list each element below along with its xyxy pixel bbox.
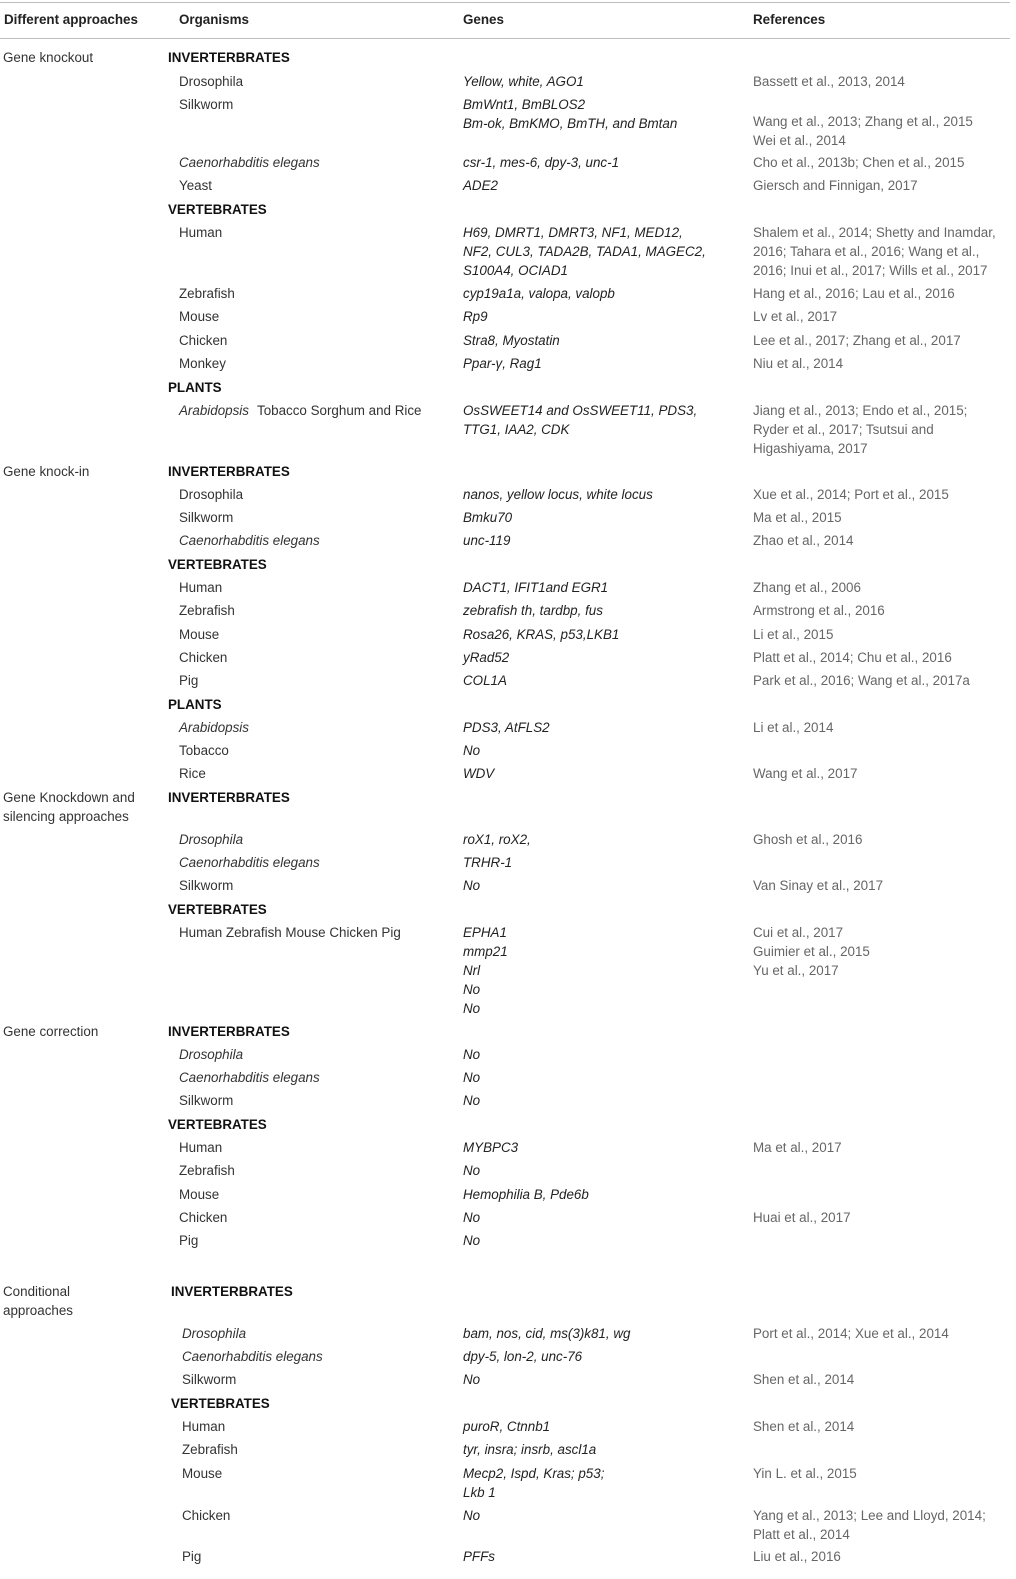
reference-text: Cho et al., 2013b; Chen et al., 2015 — [753, 155, 965, 170]
organism-name: Caenorhabditis elegans — [179, 155, 320, 170]
organism-name: Drosophila — [179, 487, 244, 502]
header-organisms: Organisms — [179, 12, 249, 27]
organism-name: Drosophila — [179, 1047, 244, 1062]
reference-text: Bassett et al., 2013, 2014 — [753, 74, 905, 89]
organism-name: Silkworm — [179, 510, 234, 525]
approach-label: Gene knockout — [3, 50, 94, 65]
reference-text: Yang et al., 2013; Lee and Lloyd, 2014; — [753, 1508, 986, 1523]
organism-name: Silkworm — [179, 97, 234, 112]
organism-group-label: VERTEBRATES — [171, 1396, 270, 1411]
gene-list: Yellow, white, AGO1 — [463, 74, 584, 89]
reference-text: Shen et al., 2014 — [753, 1419, 855, 1434]
reference-text: Ryder et al., 2017; Tsutsui and — [753, 422, 934, 437]
organism-name: Drosophila — [182, 1326, 247, 1341]
header-rule — [0, 38, 1010, 39]
gene-list: dpy-5, lon-2, unc-76 — [463, 1349, 583, 1364]
organism-name: Chicken — [179, 333, 228, 348]
reference-text: Ma et al., 2017 — [753, 1140, 842, 1155]
organism-group-label: VERTEBRATES — [168, 557, 267, 572]
reference-text: Platt et al., 2014; Chu et al., 2016 — [753, 650, 952, 665]
gene-list: No — [463, 1070, 481, 1085]
reference-text: Lv et al., 2017 — [753, 309, 838, 324]
approach-label: Gene knock-in — [3, 464, 90, 479]
organism-name: Pig — [179, 1233, 199, 1248]
gene-list: WDV — [463, 766, 495, 781]
organism-name: Arabidopsis — [179, 403, 249, 418]
gene-list: Bmku70 — [463, 510, 513, 525]
gene-list: nanos, yellow locus, white locus — [463, 487, 653, 502]
reference-text: Jiang et al., 2013; Endo et al., 2015; — [753, 403, 968, 418]
gene-list: No — [463, 743, 481, 758]
organism-group-label: VERTEBRATES — [168, 202, 267, 217]
reference-text: Higashiyama, 2017 — [753, 441, 868, 456]
organism-group-label: PLANTS — [168, 380, 222, 395]
gene-list: H69, DMRT1, DMRT3, NF1, MED12, — [463, 225, 683, 240]
reference-text: Zhang et al., 2006 — [753, 580, 861, 595]
header-genes: Genes — [463, 12, 504, 27]
reference-text: Lee et al., 2017; Zhang et al., 2017 — [753, 333, 961, 348]
organism-group-label: INVERTERBRATES — [168, 464, 290, 479]
header-approaches: Different approaches — [4, 12, 138, 27]
gene-list: Stra8, Myostatin — [463, 333, 560, 348]
gene-list: DACT1, IFIT1and EGR1 — [463, 580, 609, 595]
reference-text: Platt et al., 2014 — [753, 1527, 850, 1542]
reference-text: Li et al., 2014 — [753, 720, 834, 735]
organism-name: Zebrafish — [182, 1442, 238, 1457]
gene-list: NF2, CUL3, TADA2B, TADA1, MAGEC2, — [463, 244, 706, 259]
reference-text: Shalem et al., 2014; Shetty and Inamdar, — [753, 225, 996, 240]
reference-text: Hang et al., 2016; Lau et al., 2016 — [753, 286, 955, 301]
gene-list: Hemophilia B, Pde6b — [463, 1187, 589, 1202]
gene-list: puroR, Ctnnb1 — [463, 1419, 551, 1434]
organism-name: Mouse — [179, 309, 220, 324]
gene-list: Rp9 — [463, 309, 488, 324]
organism-name: Human Zebrafish Mouse Chicken Pig — [179, 925, 401, 940]
gene-list: OsSWEET14 and OsSWEET11, PDS3, — [463, 403, 698, 418]
organism-name: Yeast — [179, 178, 213, 193]
reference-text: Ghosh et al., 2016 — [753, 832, 863, 847]
gene-list: No — [463, 878, 481, 893]
organism-name: Caenorhabditis elegans — [182, 1349, 323, 1364]
gene-list: S100A4, OCIAD1 — [463, 263, 568, 278]
gene-list: tyr, insra; insrb, ascl1a — [463, 1442, 597, 1457]
reference-text: Armstrong et al., 2016 — [753, 603, 885, 618]
reference-text: Shen et al., 2014 — [753, 1372, 855, 1387]
reference-text: Huai et al., 2017 — [753, 1210, 851, 1225]
gene-list: No — [463, 1372, 481, 1387]
gene-list: cyp19a1a, valopa, valopb — [463, 286, 615, 301]
reference-text: Yu et al., 2017 — [753, 963, 839, 978]
organism-name: Silkworm — [179, 1093, 234, 1108]
gene-list: No — [463, 982, 481, 997]
reference-text: Giersch and Finnigan, 2017 — [753, 178, 918, 193]
approach-label: Gene correction — [3, 1024, 99, 1039]
gene-list: No — [463, 1047, 481, 1062]
organism-name: Zebrafish — [179, 603, 235, 618]
organism-name: Pig — [182, 1549, 202, 1564]
organism-name: Zebrafish — [179, 286, 235, 301]
organism-name: Arabidopsis — [179, 720, 249, 735]
gene-list: PFFs — [463, 1549, 495, 1564]
organism-name: Drosophila — [179, 74, 244, 89]
reference-text: Cui et al., 2017 — [753, 925, 844, 940]
gene-list: No — [463, 1001, 481, 1016]
gene-list: TTG1, IAA2, CDK — [463, 422, 570, 437]
reference-text: Zhao et al., 2014 — [753, 533, 854, 548]
organism-name: Tobacco — [179, 743, 229, 758]
reference-text: 2016; Tahara et al., 2016; Wang et al., — [753, 244, 980, 259]
gene-list: mmp21 — [463, 944, 508, 959]
organism-name: Silkworm — [179, 878, 234, 893]
reference-text: Li et al., 2015 — [753, 627, 834, 642]
organism-group-label: INVERTERBRATES — [171, 1284, 293, 1299]
gene-list: COL1A — [463, 673, 507, 688]
gene-list: TRHR-1 — [463, 855, 513, 870]
gene-list: No — [463, 1508, 481, 1523]
reference-text: Yin L. et al., 2015 — [753, 1466, 857, 1481]
organism-name: Zebrafish — [179, 1163, 235, 1178]
reference-text: Xue et al., 2014; Port et al., 2015 — [753, 487, 949, 502]
gene-list: Ppar-γ, Rag1 — [463, 356, 542, 371]
organism-name: Rice — [179, 766, 206, 781]
gene-list: ADE2 — [463, 178, 498, 193]
reference-text: Niu et al., 2014 — [753, 356, 844, 371]
organism-group-label: VERTEBRATES — [168, 1117, 267, 1132]
organism-name: Mouse — [179, 1187, 220, 1202]
gene-list: No — [463, 1163, 481, 1178]
gene-list: yRad52 — [463, 650, 510, 665]
gene-list: BmWnt1, BmBLOS2 — [463, 97, 586, 112]
gene-list: EPHA1 — [463, 925, 507, 940]
table-top-rule — [0, 2, 1010, 3]
organism-name: Human — [179, 580, 223, 595]
gene-list: PDS3, AtFLS2 — [463, 720, 550, 735]
gene-list: No — [463, 1093, 481, 1108]
organism-name: Chicken — [179, 1210, 228, 1225]
reference-text: Park et al., 2016; Wang et al., 2017a — [753, 673, 970, 688]
gene-list: zebrafish th, tardbp, fus — [463, 603, 603, 618]
reference-text: Liu et al., 2016 — [753, 1549, 841, 1564]
gene-list: Rosa26, KRAS, p53,LKB1 — [463, 627, 620, 642]
reference-text: Wang et al., 2013; Zhang et al., 2015 — [753, 114, 973, 129]
organism-name: Pig — [179, 673, 199, 688]
organism-name: Caenorhabditis elegans — [179, 1070, 320, 1085]
reference-text: Guimier et al., 2015 — [753, 944, 870, 959]
gene-list: Mecp2, Ispd, Kras; p53; — [463, 1466, 605, 1481]
organism-name: Caenorhabditis elegans — [179, 533, 320, 548]
gene-list: unc-119 — [463, 533, 511, 548]
approach-label: Conditional — [3, 1284, 70, 1299]
reference-text: Port et al., 2014; Xue et al., 2014 — [753, 1326, 949, 1341]
reference-text: Van Sinay et al., 2017 — [753, 878, 884, 893]
organism-group-label: VERTEBRATES — [168, 902, 267, 917]
gene-list: No — [463, 1233, 481, 1248]
organism-name: Silkworm — [182, 1372, 237, 1387]
organism-group-label: PLANTS — [168, 697, 222, 712]
reference-text: 2016; Inui et al., 2017; Wills et al., 2017 — [753, 263, 988, 278]
organism-name: Mouse — [179, 627, 220, 642]
gene-list: bam, nos, cid, ms(3)k81, wg — [463, 1326, 631, 1341]
organism-group-label: INVERTERBRATES — [168, 790, 290, 805]
gene-list: MYBPC3 — [463, 1140, 519, 1155]
organism-name: Chicken — [179, 650, 228, 665]
organism-name: Human — [182, 1419, 226, 1434]
gene-list: No — [463, 1210, 481, 1225]
header-references: References — [753, 12, 826, 27]
organism-name: Drosophila — [179, 832, 244, 847]
organism-group-label: INVERTERBRATES — [168, 50, 290, 65]
organism-name: Human — [179, 225, 223, 240]
gene-list: Nrl — [463, 963, 481, 978]
gene-list: Lkb 1 — [463, 1485, 496, 1500]
gene-list: csr-1, mes-6, dpy-3, unc-1 — [463, 155, 620, 170]
approach-label: silencing approaches — [3, 809, 129, 824]
reference-text: Ma et al., 2015 — [753, 510, 842, 525]
reference-text: Wei et al., 2014 — [753, 133, 846, 148]
organism-name: Tobacco Sorghum and Rice — [257, 403, 422, 418]
organism-name: Human — [179, 1140, 223, 1155]
reference-text: Wang et al., 2017 — [753, 766, 858, 781]
approach-label: Gene Knockdown and — [3, 790, 135, 805]
organism-group-label: INVERTERBRATES — [168, 1024, 290, 1039]
gene-list: roX1, roX2, — [463, 832, 531, 847]
approach-label: approaches — [3, 1303, 73, 1318]
organism-name: Chicken — [182, 1508, 231, 1523]
gene-list: Bm-ok, BmKMO, BmTH, and Bmtan — [463, 116, 678, 131]
organism-name: Mouse — [182, 1466, 223, 1481]
organism-name: Caenorhabditis elegans — [179, 855, 320, 870]
organism-name: Monkey — [179, 356, 226, 371]
